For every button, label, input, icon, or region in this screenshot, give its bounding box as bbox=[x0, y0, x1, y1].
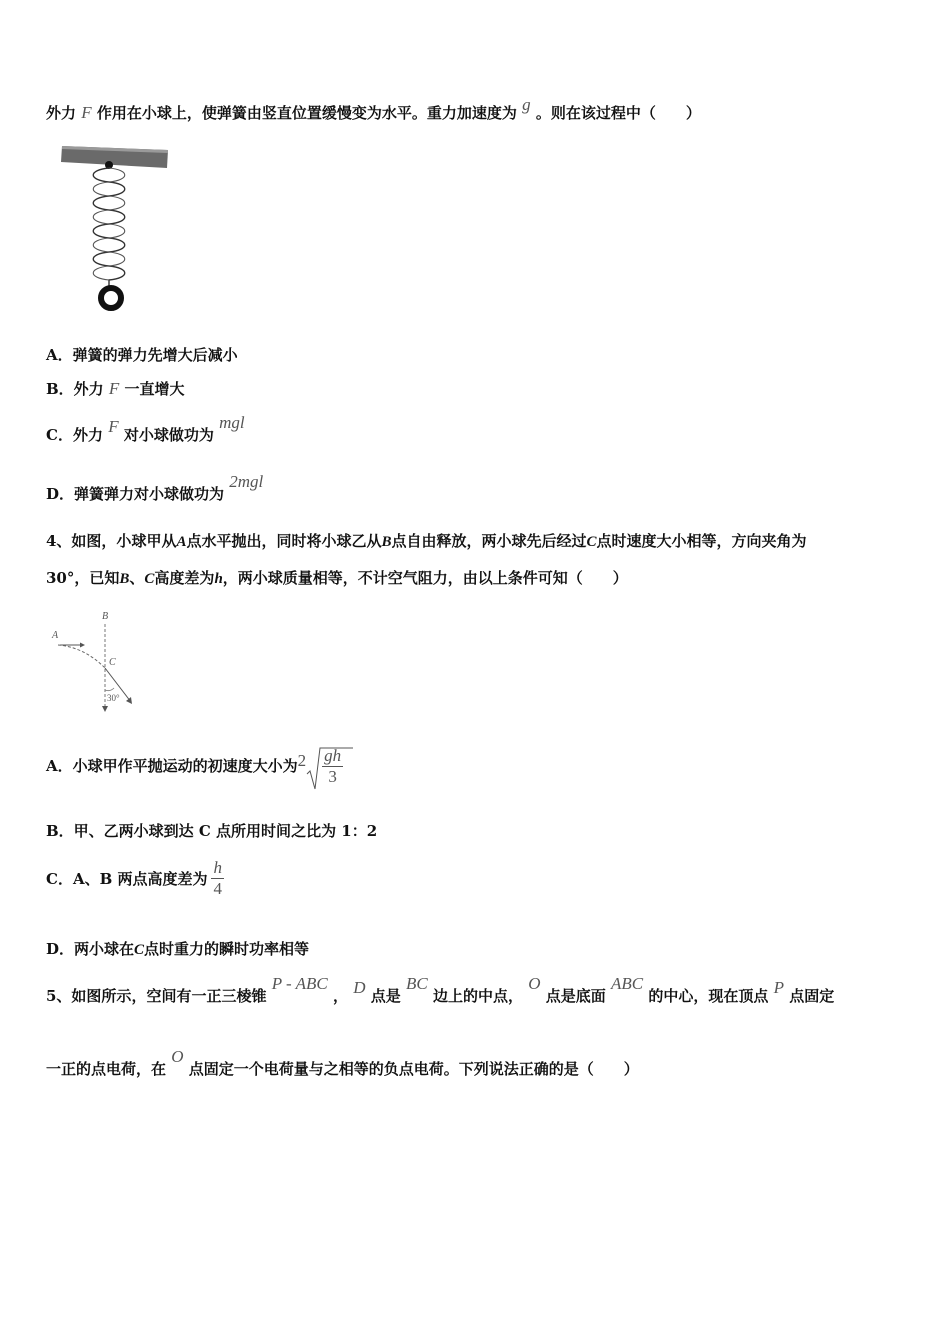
q5-stem-part: 点是底面 bbox=[545, 987, 606, 1005]
fig-label-A: A bbox=[52, 630, 59, 641]
fig-label-B: B bbox=[102, 611, 109, 622]
q5-stem-part: 一正的点电荷，在 bbox=[46, 1060, 167, 1078]
point-B: B bbox=[119, 571, 130, 587]
q3-option-d bbox=[46, 472, 264, 504]
q3-expr-2mgl: 2mgl bbox=[229, 472, 264, 491]
expr-D: D bbox=[353, 978, 366, 997]
q5-stem-part: 边上的中点， bbox=[432, 987, 523, 1005]
option-text: 对小球做功为 bbox=[123, 426, 214, 444]
point-A: A bbox=[176, 534, 187, 550]
q4-stem-part: 高度差为 bbox=[154, 569, 215, 587]
option-text: B．甲、乙两小球到达 C 点所用时间之比为 1：2 bbox=[46, 822, 378, 840]
q3-option-c bbox=[46, 413, 245, 445]
q4-stem-part: 、 bbox=[129, 569, 145, 587]
point-C: C bbox=[134, 942, 145, 958]
q3-expr-mgl: mgl bbox=[219, 413, 245, 432]
option-text: B．外力 bbox=[46, 380, 104, 398]
q5-stem-line2 bbox=[46, 1047, 639, 1079]
q3-var-F: F bbox=[108, 379, 120, 398]
point-B: B bbox=[381, 534, 392, 550]
q4-stem-part: 点时速度大小相等，方向夹角为 bbox=[596, 532, 807, 550]
option-text: 一直增大 bbox=[124, 380, 185, 398]
q3-stem bbox=[46, 95, 701, 123]
q4-option-a bbox=[46, 745, 343, 785]
q5-stem-part: ， bbox=[332, 987, 348, 1005]
sqrt-sign-icon bbox=[306, 744, 354, 792]
q5-stem-part: 的中心，现在顶点 bbox=[648, 987, 769, 1005]
q5-stem-part: 点固定一个电荷量与之相等的负点电荷。下列说法正确的是（ ） bbox=[188, 1060, 639, 1078]
option-text: A．小球甲作平抛运动的初速度大小为 bbox=[46, 756, 298, 775]
q3-var-F: F bbox=[81, 103, 92, 122]
expr-pyramid: P - ABC bbox=[271, 974, 328, 993]
var-h: h bbox=[214, 571, 223, 587]
q3-var-F: F bbox=[108, 417, 119, 436]
option-text: A．弹簧的弹力先增大后减小 bbox=[46, 346, 238, 364]
option-text: 点时重力的瞬时功率相等 bbox=[144, 940, 310, 958]
q3-option-b bbox=[46, 378, 185, 399]
expr-O: O bbox=[528, 974, 541, 993]
expr-P: P bbox=[773, 978, 784, 997]
fraction-numerator: gh bbox=[324, 745, 342, 765]
q4-stem-part: 30°，已知 bbox=[46, 569, 120, 587]
fraction-numerator: h bbox=[213, 857, 222, 877]
option-text: D．两小球在 bbox=[46, 940, 135, 958]
projectile-figure bbox=[44, 606, 149, 718]
option-text: D．弹簧弹力对小球做功为 bbox=[46, 485, 225, 503]
q4-option-c bbox=[46, 855, 224, 901]
q4-stem-part: 点自由释放，两小球先后经过 bbox=[391, 532, 587, 550]
expr-O: O bbox=[171, 1047, 184, 1066]
fraction bbox=[211, 858, 224, 899]
q3-stem-part: 。则在该过程中（ ） bbox=[535, 104, 701, 122]
option-text: C．A、B 两点高度差为 bbox=[46, 869, 208, 888]
expr-ABC: ABC bbox=[610, 974, 644, 993]
expr-BC: BC bbox=[405, 974, 428, 993]
point-C: C bbox=[586, 534, 597, 550]
q3-stem-part: 作用在小球上，使弹簧由竖直位置缓慢变为水平。重力加速度为 bbox=[96, 104, 517, 122]
coef-2: 2 bbox=[297, 751, 307, 770]
q4-stem-part: ，两小球质量相等，不计空气阻力，由以上条件可知（ ） bbox=[222, 569, 628, 587]
q4-option-b bbox=[46, 820, 377, 841]
q4-option-d bbox=[46, 938, 309, 959]
q3-option-a bbox=[46, 344, 238, 365]
point-C: C bbox=[144, 571, 155, 587]
q4-stem-line2 bbox=[46, 567, 628, 588]
fraction-denominator: 4 bbox=[213, 878, 222, 898]
sqrt-expression bbox=[306, 744, 343, 787]
fraction-denominator: 3 bbox=[328, 766, 337, 786]
q4-stem-line1 bbox=[46, 530, 807, 551]
q5-stem-line1 bbox=[46, 974, 835, 1006]
q4-stem-part: 点水平抛出，同时将小球乙从 bbox=[186, 532, 382, 550]
spring-figure bbox=[58, 140, 173, 318]
fig-label-C: C bbox=[109, 657, 116, 668]
q3-stem-part: 外力 bbox=[46, 104, 77, 122]
q5-stem-part: 点固定 bbox=[789, 987, 835, 1005]
option-text: C．外力 bbox=[46, 426, 103, 444]
q5-stem-part: 5、如图所示，空间有一正三棱锥 bbox=[46, 987, 267, 1005]
q3-var-g: g bbox=[522, 95, 531, 114]
q5-stem-part: 点是 bbox=[370, 987, 401, 1005]
fig-angle-label: 30° bbox=[107, 693, 120, 703]
q4-stem-part: 4、如图，小球甲从 bbox=[46, 532, 177, 550]
